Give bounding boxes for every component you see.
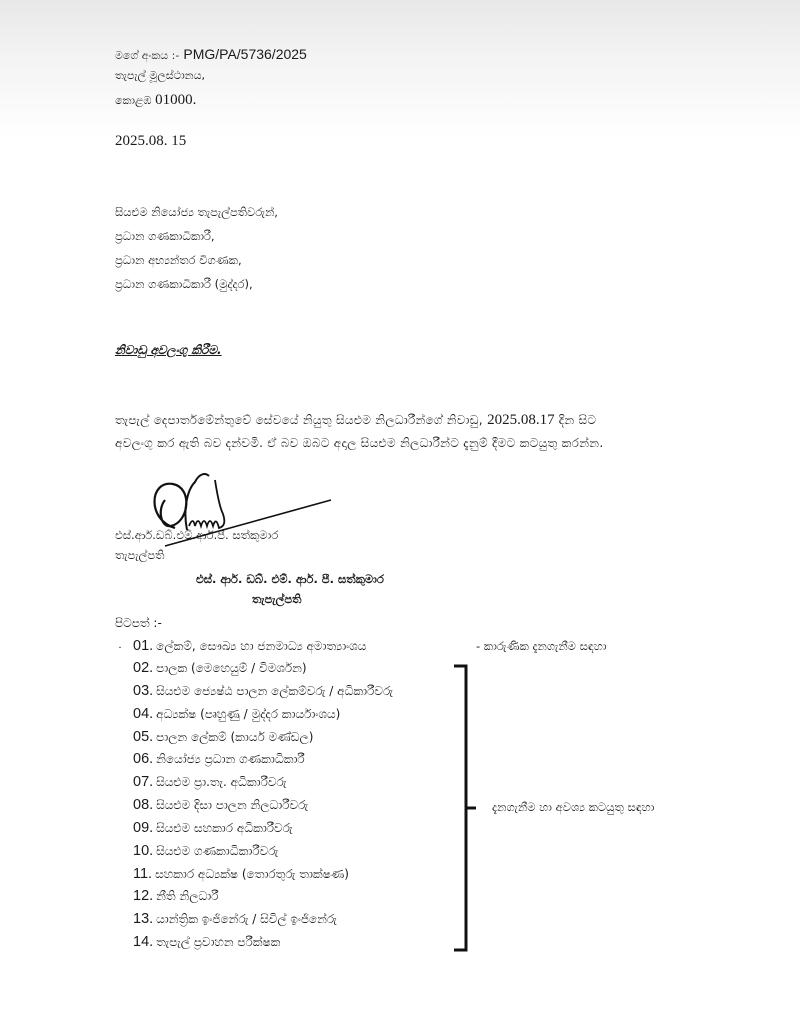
item-number: 05. (133, 729, 154, 745)
item-number: 11. (133, 866, 153, 882)
item-text: සියළුම ගණකාධිකාරීවරු (156, 844, 279, 858)
item-text: ලේකම්, සෞඛ්‍ය හා ජනමාධ්‍ය අමාත්‍යාංශය (156, 639, 367, 653)
item-text: පාලක (මෙහෙයුම් / විමර්ශන) (156, 661, 307, 675)
item-text: පාලන ලේකම් (කාර්ය මණ්ඩල) (156, 730, 314, 744)
list-item (133, 751, 305, 767)
item-number: 06. (133, 751, 154, 767)
body-line-2: අවලංගු කර ඇති බව දන්වමි. ඒ බව ඔබට අදාල සියළුම නිලධාරීන්ට දැනුම් දීමට කටයුතු කරන්න. (115, 436, 604, 450)
recipient-line: සියළුම නියෝජ්‍ය තැපැල්පතිවරුන්, (115, 205, 278, 219)
list-item (133, 729, 313, 745)
item-text: අධ්‍යක්ෂ (ප්‍රුහුණු / මුද්දර කාර්යාංශය) (156, 707, 341, 721)
item-text: නියෝජ්‍ය ප්‍රධාන ගණකාධිකාරී (156, 752, 305, 766)
reference-value: PMG/PA/5736/2025 (183, 46, 307, 62)
list-item (133, 638, 366, 654)
item-number: 10. (133, 843, 154, 859)
copy-note-first: - කාරුණික දැනගැනීම සඳහා (476, 639, 607, 653)
signatory-title: තැපැල්පති (115, 548, 165, 562)
copies-label: පිටපත් :- (115, 616, 162, 630)
body-text: දින සිට (558, 413, 597, 427)
copy-note-group: දැනගැනීම හා අවශ්‍ය කටයුතු සඳහා (492, 800, 655, 814)
item-text: සියළුම දිසා පාලන නිලධාරීවරු (156, 798, 309, 812)
item-number: 14. (133, 934, 154, 950)
item-number: 01. (133, 638, 154, 654)
stamp-name: එස්. ආර්. ඩබ්. එම්. ආර්. පී. සත්කුමාර (196, 572, 384, 586)
grouping-bracket (452, 664, 482, 954)
recipient-line: ප්‍රධාන අභ්‍යන්තර විගණක, (115, 253, 242, 267)
body-text: තැපැල් දෙපාර්තමේන්තුවේ සේවයේ නියුතු සියළුම නිලධාරීන්ගේ නිවාඩු, (115, 413, 483, 427)
list-item (133, 866, 349, 882)
stamp-title: තැපැල්පති (252, 592, 302, 606)
item-number: 04. (133, 706, 154, 722)
item-number: 02. (133, 660, 154, 676)
item-number: 07. (133, 774, 154, 790)
item-text: සියළුම ප්‍රා.තැ. අධිකාරීවරු (156, 775, 287, 789)
reference-label: මගේ අංකය :- (115, 49, 180, 62)
address-postcode: 01000. (155, 92, 197, 108)
address-line-2 (115, 92, 196, 109)
address-line-1: තැපැල් මූලස්ථානය, (115, 69, 206, 82)
recipient-line: ප්‍රධාන ගණකාධිකාරී, (115, 229, 215, 243)
item-text: සියළුම සහකාර අධිකාරීවරු (156, 821, 293, 835)
effective-date: 2025.08.17 (487, 412, 555, 428)
list-item (133, 934, 280, 950)
signatory-name: එස්.ආර්.ඩබ්.එම්.ආර්.පී. සත්කුමාර (115, 528, 279, 542)
list-item (133, 888, 218, 904)
list-item (133, 774, 287, 790)
list-item (133, 911, 337, 927)
list-item (133, 820, 293, 836)
reference-number (115, 46, 307, 64)
item-number: 08. (133, 797, 154, 813)
bullet-mark: · (118, 640, 122, 654)
item-text: යාන්ත්‍රික ඉංජිනේරු / සිවිල් ඉංජිනේරු (156, 912, 337, 926)
letter-subject: නිවාඩු අවලංගු කිරීම. (115, 343, 222, 357)
item-number: 03. (133, 683, 154, 699)
item-number: 12. (133, 888, 154, 904)
recipient-line: ප්‍රධාන ගණකාධිකාරී (මුද්දර), (115, 277, 253, 291)
item-text: සියළුම ජ්‍යෙෂ්ඨ පාලන ලේකම්වරු / අධිකාරීවරු (156, 684, 394, 698)
letter-date: 2025.08. 15 (115, 133, 187, 149)
item-text: සහකාර අධ්‍යක්ෂ (තොරතුරු තාක්ෂණ) (155, 867, 349, 881)
list-item (133, 797, 308, 813)
item-number: 13. (133, 911, 154, 927)
body-line-1 (115, 412, 596, 429)
item-text: තැපැල් ප්‍රවාහන පරීක්ෂක (156, 935, 281, 949)
item-number: 09. (133, 820, 154, 836)
list-item (133, 660, 307, 676)
address-city: කොළඹ (115, 94, 152, 107)
list-item (133, 683, 393, 699)
list-item (133, 706, 340, 722)
item-text: නීති නිලධාරී (156, 889, 219, 903)
list-item (133, 843, 278, 859)
